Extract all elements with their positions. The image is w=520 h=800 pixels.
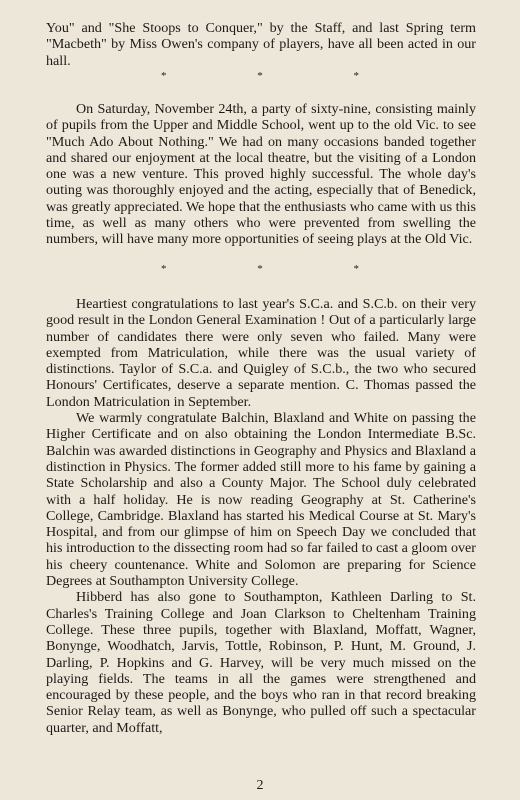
old-vic-paragraph-block — [46, 101, 476, 248]
intro-paragraph-block — [46, 20, 476, 69]
section-separator: * * * — [161, 263, 403, 275]
intro-paragraph: You" and "She Stoops to Conquer," by the Staff, and last Spring term "Macbeth" by Miss Owen's company of players, have all been acted in our hall. — [46, 20, 476, 69]
higher-certificate-paragraph: We warmly congratulate Balchin, Blaxland and White on passing the Higher Certificate and on also obtaining the London Intermediate B.Sc. Balchin was awarded distinctions in Geography and Physics and Blaxland a distinction in Physics. The former added still more to his fame by gaining a State Scholarship and also a County Major. The School duly celebrated with a half holiday. He is now reading Geography at St. Catherine's College, Cambridge. Blaxland has started his Medical Course at St. Mary's Hospital, and from our glimpse of him on Speech Day we concluded that his introduction to the dissecting room had so far failed to cast a gloom over his cheery countenance. White and Solomon are preparing for Science Degrees at Southampton University College. — [46, 410, 476, 590]
page-number: 2 — [256, 778, 264, 793]
section-separator: * * * — [161, 70, 403, 82]
exam-results-paragraph: Heartiest congratulations to last year's S.C.a. and S.C.b. on their very good result in the London General Examination ! Out of a particularly large number of candidates there were only seven who failed. Many were exempted from Matriculation, while there was the usual variety of distinctions. Taylor of S.C.a. and Quigley of S.C.b., the two who secured Honours' Certificates, deserve a separate mention. C. Thomas passed the London Matriculation in September. — [46, 296, 476, 410]
old-vic-paragraph: On Saturday, November 24th, a party of sixty-nine, consisting mainly of pupils from the Upper and Middle School, went up to the old Vic. to see "Much Ado About Nothing." We had on many occasions banded together and shared our enjoyment at the local theatre, but the visiting of a London one was a new venture. This proved highly successful. The whole day's outing was thoroughly enjoyed and the acting, especially that of Benedick, was greatly appreciated. We hope that the enthusiasts who came with us this time, as well as many others who were prevented from swelling the numbers, will have many more opportunities of seeing plays at the Old Vic. — [46, 101, 476, 248]
exam-results-block — [46, 296, 476, 736]
hibberd-paragraph: Hibberd has also gone to Southampton, Kathleen Darling to St. Charles's Training College and Joan Clarkson to Cheltenham Training College. These three pupils, together with Blaxland, Moffatt, Wagner, Bonynge, Woodhatch, Jarvis, Tottle, Robinson, P. Hunt, M. Ground, J. Darling, P. Hopkins and G. Harvey, will be very much missed on the playing fields. The teams in all the games were strengthened and encouraged by these people, and the boys who ran in that record breaking Senior Relay team, as well as Bonynge, who pulled off such a spectacular quarter, and Moffatt, — [46, 589, 476, 736]
